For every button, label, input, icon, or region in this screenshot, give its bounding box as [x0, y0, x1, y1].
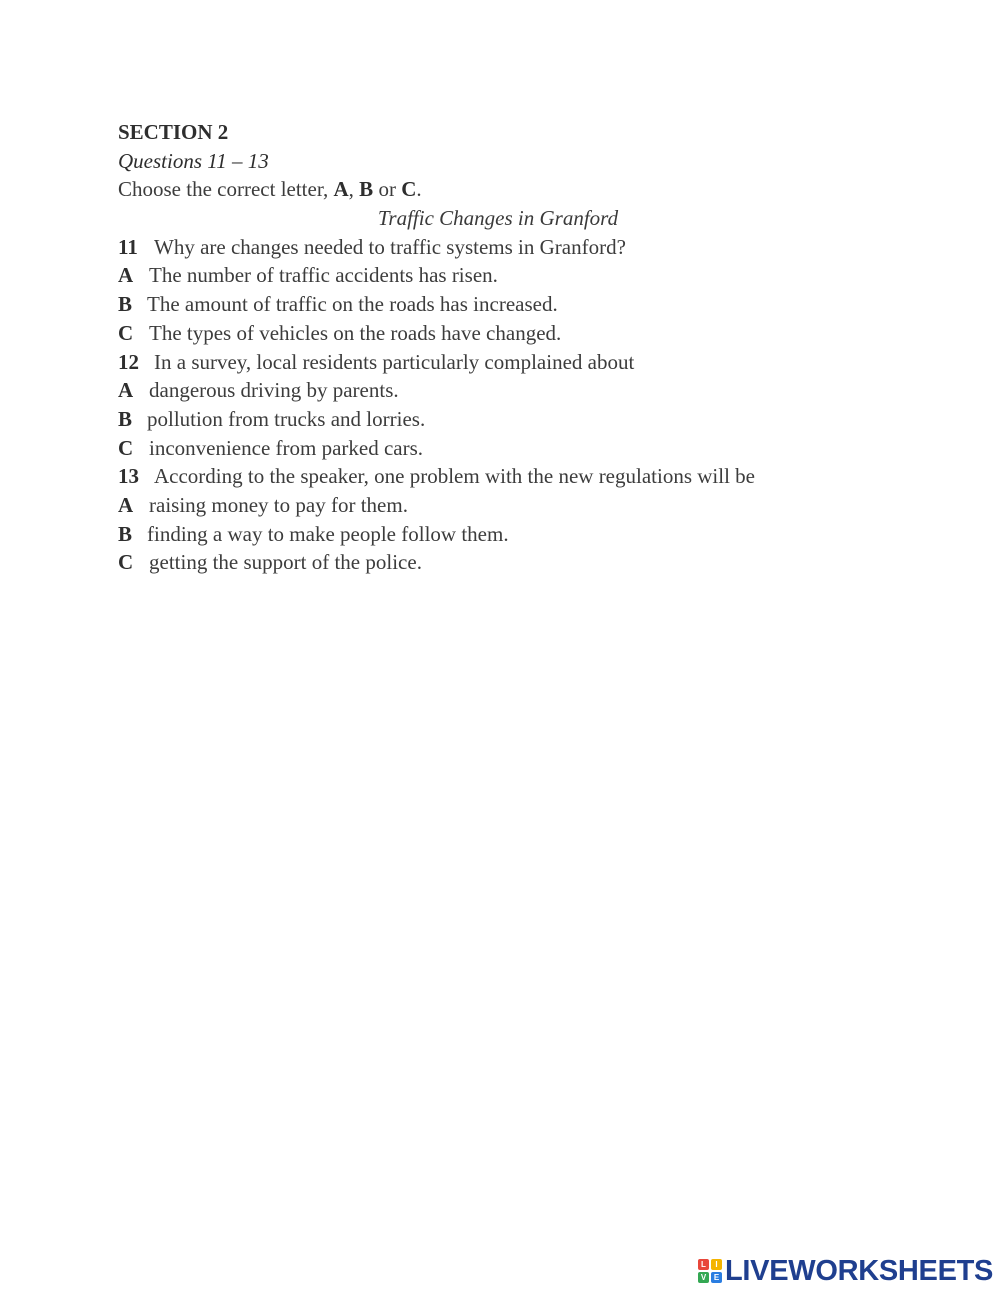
question-number: 12 — [118, 349, 139, 374]
question-text: In a survey, local residents particularly complained about — [154, 349, 635, 374]
question-text: According to the speaker, one problem with the new regulations will be — [154, 464, 755, 489]
option-12-b — [118, 405, 878, 434]
question-12 — [118, 348, 878, 377]
option-11-a — [118, 261, 878, 290]
option-12-c — [118, 434, 878, 463]
option-13-c — [118, 548, 878, 577]
option-13-a — [118, 491, 878, 520]
option-text: getting the support of the police. — [149, 550, 422, 575]
option-text: raising money to pay for them. — [149, 492, 408, 517]
question-number: 11 — [118, 234, 138, 259]
option-letter: C — [118, 435, 134, 460]
option-letter: B — [118, 406, 133, 431]
option-text: dangerous driving by parents. — [149, 378, 399, 403]
question-number: 13 — [118, 464, 139, 489]
option-letter: B — [118, 521, 133, 546]
question-text: Why are changes needed to traffic systems in Granford? — [154, 234, 626, 259]
option-letter: A — [118, 263, 134, 288]
question-13 — [118, 462, 878, 491]
questions-range: Questions 11 – 13 — [118, 148, 269, 173]
option-text: pollution from trucks and lorries. — [147, 406, 426, 431]
option-text: The amount of traffic on the roads has increased. — [147, 292, 558, 317]
worksheet — [118, 118, 878, 577]
option-letter: C — [118, 320, 134, 345]
option-11-c — [118, 319, 878, 348]
option-11-b — [118, 290, 878, 319]
section-heading: SECTION 2 — [118, 120, 229, 144]
option-13-b — [118, 520, 878, 549]
liveworksheets-logo-icon: L I V E — [698, 1259, 722, 1283]
option-letter: B — [118, 292, 133, 317]
option-text: inconvenience from parked cars. — [149, 435, 424, 460]
option-text: The number of traffic accidents has risen. — [149, 263, 498, 288]
option-letter: A — [118, 492, 134, 517]
question-11 — [118, 233, 878, 262]
instructions: Choose the correct letter, A, B or C. — [118, 177, 422, 202]
liveworksheets-logo[interactable] — [698, 1255, 993, 1287]
option-letter: A — [118, 378, 134, 403]
option-letter: C — [118, 550, 134, 575]
option-text: The types of vehicles on the roads have changed. — [149, 320, 562, 345]
option-12-a — [118, 376, 878, 405]
liveworksheets-logo-text: LIVEWORKSHEETS — [725, 1254, 994, 1287]
worksheet-title: Traffic Changes in Granford — [377, 206, 619, 231]
option-text: finding a way to make people follow them. — [147, 521, 509, 546]
